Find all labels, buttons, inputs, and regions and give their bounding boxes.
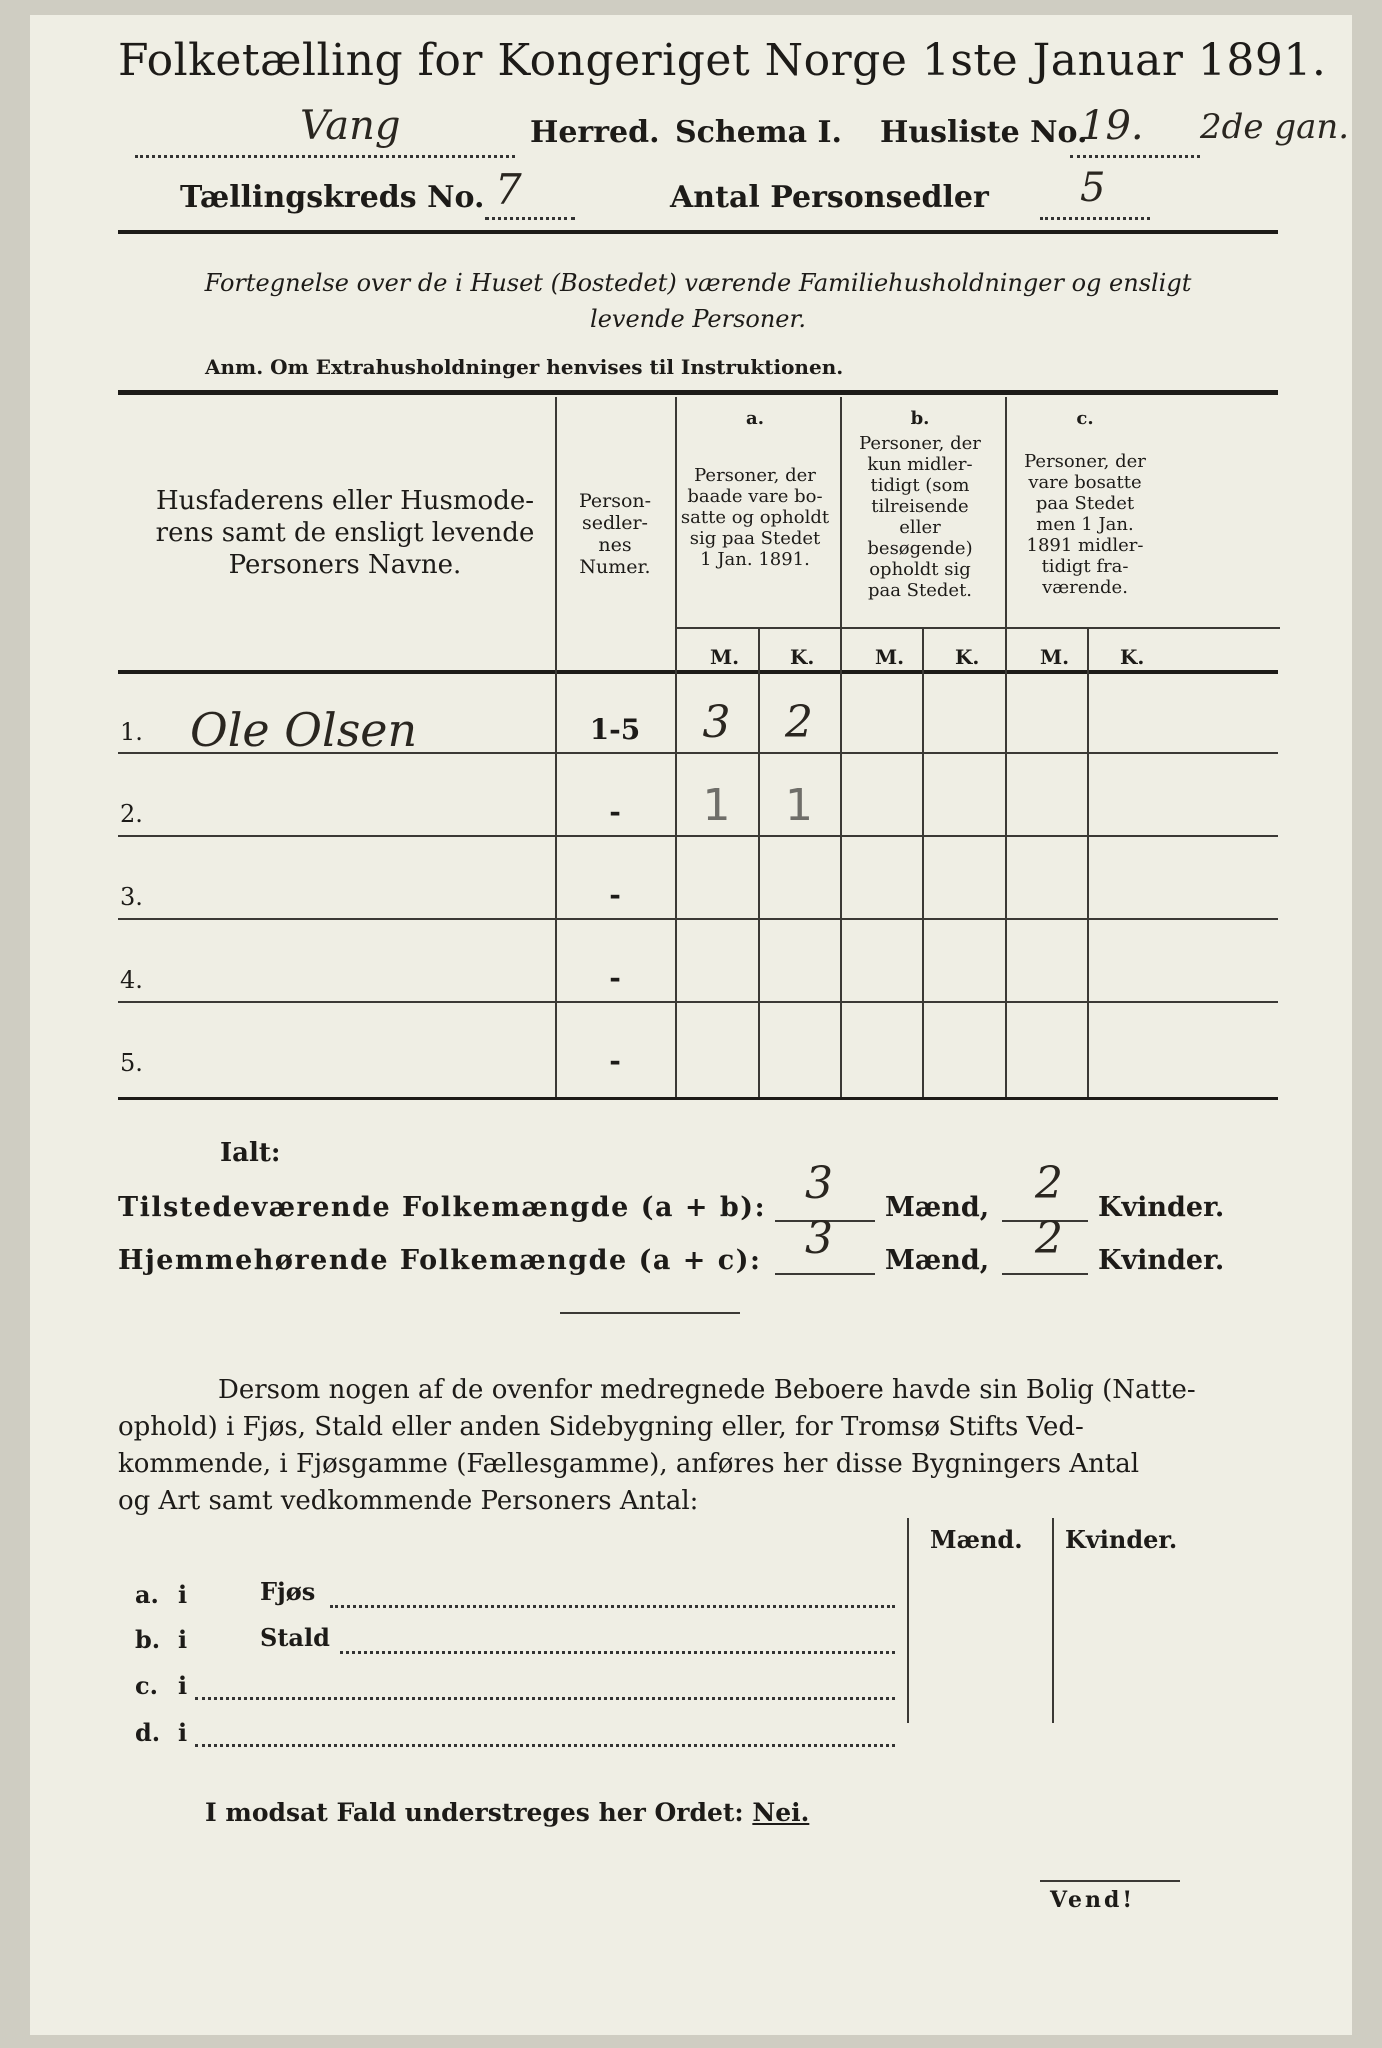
hjemme-maend-value: 3 — [805, 1213, 833, 1264]
building-row-i: i — [178, 1671, 188, 1700]
row-personsedler-num: - — [609, 795, 621, 828]
building-row-i: i — [178, 1718, 188, 1747]
header-bottom-rule — [118, 670, 1278, 674]
building-row-dots — [195, 1744, 895, 1747]
kreds-value: 7 — [495, 165, 522, 214]
col-b-header — [840, 433, 1000, 601]
tilstede-label: Tilstedeværende Folkemængde (a + b): — [118, 1192, 767, 1223]
num-header-line: Person- — [578, 490, 652, 512]
intro-line-1: Fortegnelse over de i Huset (Bostedet) værende Familiehusholdninger og ensligt — [204, 269, 1192, 297]
col-c-header-line: tidigt fra- — [1041, 556, 1129, 577]
row-personsedler-num: - — [609, 961, 621, 994]
col-a-header-line: baade vare bo- — [687, 486, 823, 507]
hjemme-kvinder-label: Kvinder. — [1098, 1245, 1225, 1276]
husliste-dotted-line — [1070, 155, 1200, 158]
row-number: 5. — [120, 1049, 143, 1077]
paragraph-line: ophold) i Fjøs, Stald eller anden Sidebygning eller, for Tromsø Stifts Ved- — [118, 1412, 1084, 1442]
tilstede-kvinder-label: Kvinder. — [1098, 1192, 1225, 1223]
schema-label: Schema I. — [675, 115, 842, 150]
col-divider — [675, 397, 677, 1099]
section-divider — [560, 1312, 740, 1314]
building-row-letter: d. — [135, 1718, 161, 1747]
col-b-header-line: paa Stedet. — [867, 580, 973, 601]
row-name: Ole Olsen — [190, 703, 418, 757]
col-c-header-line: vare bosatte — [1028, 472, 1142, 493]
col-b-header-line: kun midler- — [867, 454, 973, 475]
num-header-line: Numer. — [579, 556, 651, 578]
row-a-m: 3 — [702, 697, 731, 748]
census-form — [30, 15, 1352, 2035]
col-b-letter: b. — [910, 408, 930, 429]
name-column-header — [140, 485, 550, 581]
row-personsedler-num: 1-5 — [589, 713, 641, 746]
paragraph-line: Dersom nogen af de ovenfor medregnede Beboere havde sin Bolig (Natte- — [218, 1375, 1196, 1405]
header-rule — [118, 230, 1278, 234]
paragraph-line: kommende, i Fjøsgamme (Fællesgamme), anføres her disse Bygningers Antal — [118, 1449, 1140, 1479]
col-b-header-line: eller — [899, 517, 941, 538]
row-rule — [118, 835, 1278, 837]
husliste-label: Husliste No. — [880, 115, 1088, 150]
nei-word: Nei. — [752, 1798, 810, 1827]
husliste-value: 19. — [1080, 103, 1144, 149]
buildings-col-divider — [1052, 1518, 1054, 1723]
b-k-label: K. — [955, 645, 980, 669]
tilstede-kvinder-value: 2 — [1035, 1158, 1063, 1209]
row-rule — [118, 1001, 1278, 1003]
col-b-header-line: tidigt (som — [870, 475, 970, 496]
buildings-kvinder-header: Kvinder. — [1065, 1525, 1178, 1554]
name-header-line: rens samt de ensligt levende — [155, 518, 535, 548]
vend-label: Vend! — [1050, 1887, 1136, 1913]
row-rule — [118, 918, 1278, 920]
col-c-letter: c. — [1076, 408, 1094, 429]
mk-top-rule — [675, 627, 1280, 629]
building-row-dots — [330, 1605, 895, 1608]
col-a-header-line: satte og opholdt — [680, 507, 830, 528]
building-row-dots — [195, 1697, 895, 1700]
table-bottom-rule — [118, 1097, 1278, 1100]
kreds-label: Tællingskreds No. — [180, 180, 485, 215]
form-title: Folketælling for Kongeriget Norge 1ste Januar 1891. — [118, 35, 1327, 86]
antal-label: Antal Personsedler — [670, 180, 989, 215]
building-row-i: i — [178, 1625, 188, 1654]
tilstede-maend-value: 3 — [805, 1158, 833, 1209]
col-c-header-line: værende. — [1042, 577, 1128, 598]
buildings-maend-header: Mænd. — [930, 1525, 1023, 1554]
col-divider — [1087, 627, 1089, 1099]
col-c-header-line: 1891 midler- — [1026, 535, 1144, 556]
hjemme-m-line — [775, 1273, 875, 1275]
name-header-line: Personers Navne. — [228, 550, 462, 580]
building-row-label: Fjøs — [260, 1577, 316, 1606]
a-m-label: M. — [710, 645, 740, 669]
vend-rule — [1040, 1880, 1180, 1882]
intro-line-2: levende Personer. — [590, 305, 806, 333]
row-personsedler-num: - — [609, 878, 621, 911]
col-a-header — [675, 465, 835, 570]
row-number: 3. — [120, 883, 143, 911]
building-row-letter: c. — [135, 1671, 158, 1700]
hjemme-label: Hjemmehørende Folkemængde (a + c): — [118, 1245, 762, 1276]
row-a-k: 1 — [785, 780, 813, 831]
herred-value: Vang — [300, 103, 401, 149]
buildings-paragraph — [118, 1372, 1278, 1520]
col-a-header-line: 1 Jan. 1891. — [700, 549, 810, 570]
buildings-col-divider — [907, 1518, 909, 1723]
kreds-dotted-line — [485, 217, 575, 220]
building-row-letter: b. — [135, 1625, 161, 1654]
col-a-header-line: sig paa Stedet — [689, 528, 821, 549]
col-b-header-line: Personer, der — [859, 433, 981, 454]
col-c-header-line: men 1 Jan. — [1036, 514, 1134, 535]
building-row-label: Stald — [260, 1623, 330, 1652]
c-m-label: M. — [1040, 645, 1070, 669]
herred-dotted-line — [135, 155, 515, 158]
num-column-header — [560, 490, 670, 578]
hjemme-kvinder-value: 2 — [1035, 1213, 1063, 1264]
tilstede-maend-label: Mænd, — [885, 1192, 990, 1223]
anm-note: Anm. Om Extrahusholdninger henvises til Instruktionen. — [205, 355, 844, 379]
col-a-letter: a. — [746, 408, 764, 429]
antal-dotted-line — [1040, 217, 1150, 220]
building-row-letter: a. — [135, 1580, 159, 1609]
building-row-i: i — [178, 1580, 188, 1609]
col-divider — [840, 397, 842, 1099]
col-divider — [922, 627, 924, 1099]
name-header-line: Husfaderens eller Husmode- — [155, 486, 535, 516]
col-b-header-line: tilreisende — [871, 496, 969, 517]
col-a-header-line: Personer, der — [694, 465, 816, 486]
paragraph-line: og Art samt vedkommende Personers Antal: — [118, 1486, 699, 1516]
row-number: 2. — [120, 800, 143, 828]
num-header-line: nes — [598, 534, 632, 556]
col-c-header-line: Personer, der — [1024, 451, 1146, 472]
row-personsedler-num: - — [609, 1044, 621, 1077]
ialt-label: Ialt: — [220, 1138, 281, 1168]
modsat-prefix: I modsat Fald understreges her Ordet: — [205, 1798, 744, 1827]
building-row-dots — [340, 1651, 895, 1654]
row-a-m: 1 — [702, 780, 731, 831]
col-b-header-line: opholdt sig — [869, 559, 971, 580]
num-header-line: sedler- — [582, 512, 648, 534]
c-k-label: K. — [1120, 645, 1145, 669]
col-divider — [1005, 397, 1007, 1099]
a-k-label: K. — [790, 645, 815, 669]
col-c-header — [1005, 451, 1165, 598]
hjemme-k-line — [1002, 1273, 1088, 1275]
herred-label: Herred. — [530, 115, 660, 150]
hjemme-maend-label: Mænd, — [885, 1245, 990, 1276]
row-number: 1. — [120, 718, 143, 746]
row-number: 4. — [120, 966, 143, 994]
husliste-extra: 2de gan. — [1200, 107, 1350, 147]
table-top-rule — [118, 390, 1278, 395]
b-m-label: M. — [875, 645, 905, 669]
modsat-fald-text — [205, 1798, 809, 1827]
antal-value: 5 — [1080, 165, 1106, 211]
col-c-header-line: paa Stedet — [1035, 493, 1135, 514]
col-b-header-line: besøgende) — [867, 538, 973, 559]
row-a-k: 2 — [785, 697, 813, 748]
